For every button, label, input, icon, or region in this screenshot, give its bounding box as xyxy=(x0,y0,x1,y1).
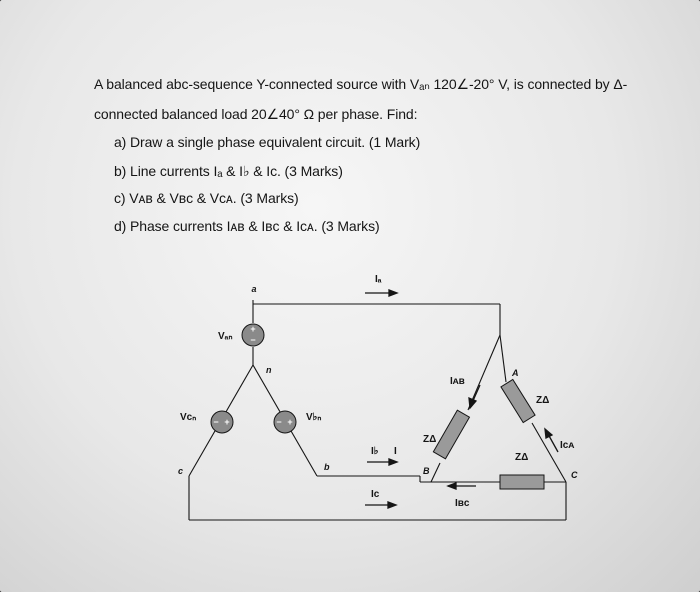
svg-text:+: + xyxy=(250,324,256,334)
label-Ia: Iₐ xyxy=(375,274,382,285)
svg-text:−: − xyxy=(213,417,219,427)
label-Ic: Iᴄ xyxy=(371,489,380,500)
problem-line-2: connected balanced load 20∠40° Ω per phase. Find: xyxy=(94,106,418,122)
label-IBC: Iʙᴄ xyxy=(455,498,470,509)
label-I-marker: I xyxy=(394,446,397,457)
label-node-B: B xyxy=(423,466,430,476)
svg-text:+: + xyxy=(224,417,230,427)
label-node-C: C xyxy=(571,470,578,480)
svg-text:−: − xyxy=(276,417,282,427)
label-Van: Vₐₙ xyxy=(218,331,233,342)
label-Z-right: ZΔ xyxy=(536,395,550,406)
label-node-b: b xyxy=(324,462,330,472)
source-an xyxy=(242,324,264,346)
label-Ib: I♭ xyxy=(371,446,379,457)
svg-text:+: + xyxy=(287,417,293,427)
label-node-n: n xyxy=(266,365,272,375)
problem-line-1: A balanced abc-sequence Y-connected source with Vₐₙ 120∠-20° V, is connected by Δ- xyxy=(94,76,628,92)
source-bn xyxy=(274,411,296,433)
label-Z-left: ZΔ xyxy=(423,434,437,445)
label-Z-bottom: ZΔ xyxy=(515,452,529,463)
impedance-left xyxy=(433,410,469,459)
svg-text:−: − xyxy=(250,335,256,345)
label-IAB: Iᴀʙ xyxy=(450,376,465,387)
question-a: a) Draw a single phase equivalent circuit. (1 Mark) xyxy=(114,134,421,150)
source-cn xyxy=(211,411,233,433)
label-node-c: c xyxy=(178,466,184,476)
question-c: c) Vᴀʙ & Vʙᴄ & Vᴄᴀ. (3 Marks) xyxy=(114,190,299,206)
question-d: d) Phase currents Iᴀʙ & Iʙᴄ & Iᴄᴀ. (3 Marks) xyxy=(114,218,380,234)
label-Vbn: V♭ₙ xyxy=(306,412,322,423)
delta-zleft-to-B xyxy=(431,463,440,482)
label-ICA: Iᴄᴀ xyxy=(560,440,575,451)
label-Vcn: Vᴄₙ xyxy=(180,412,197,423)
impedance-bottom xyxy=(500,475,544,489)
delta-A-to-zleft xyxy=(468,335,500,410)
label-node-A: A xyxy=(512,368,519,378)
label-node-a: a xyxy=(251,284,257,294)
impedance-right xyxy=(501,379,535,422)
delta-A-to-zright xyxy=(500,335,506,382)
question-b: b) Line currents Iₐ & I♭ & Iᴄ. (3 Marks) xyxy=(114,163,343,179)
